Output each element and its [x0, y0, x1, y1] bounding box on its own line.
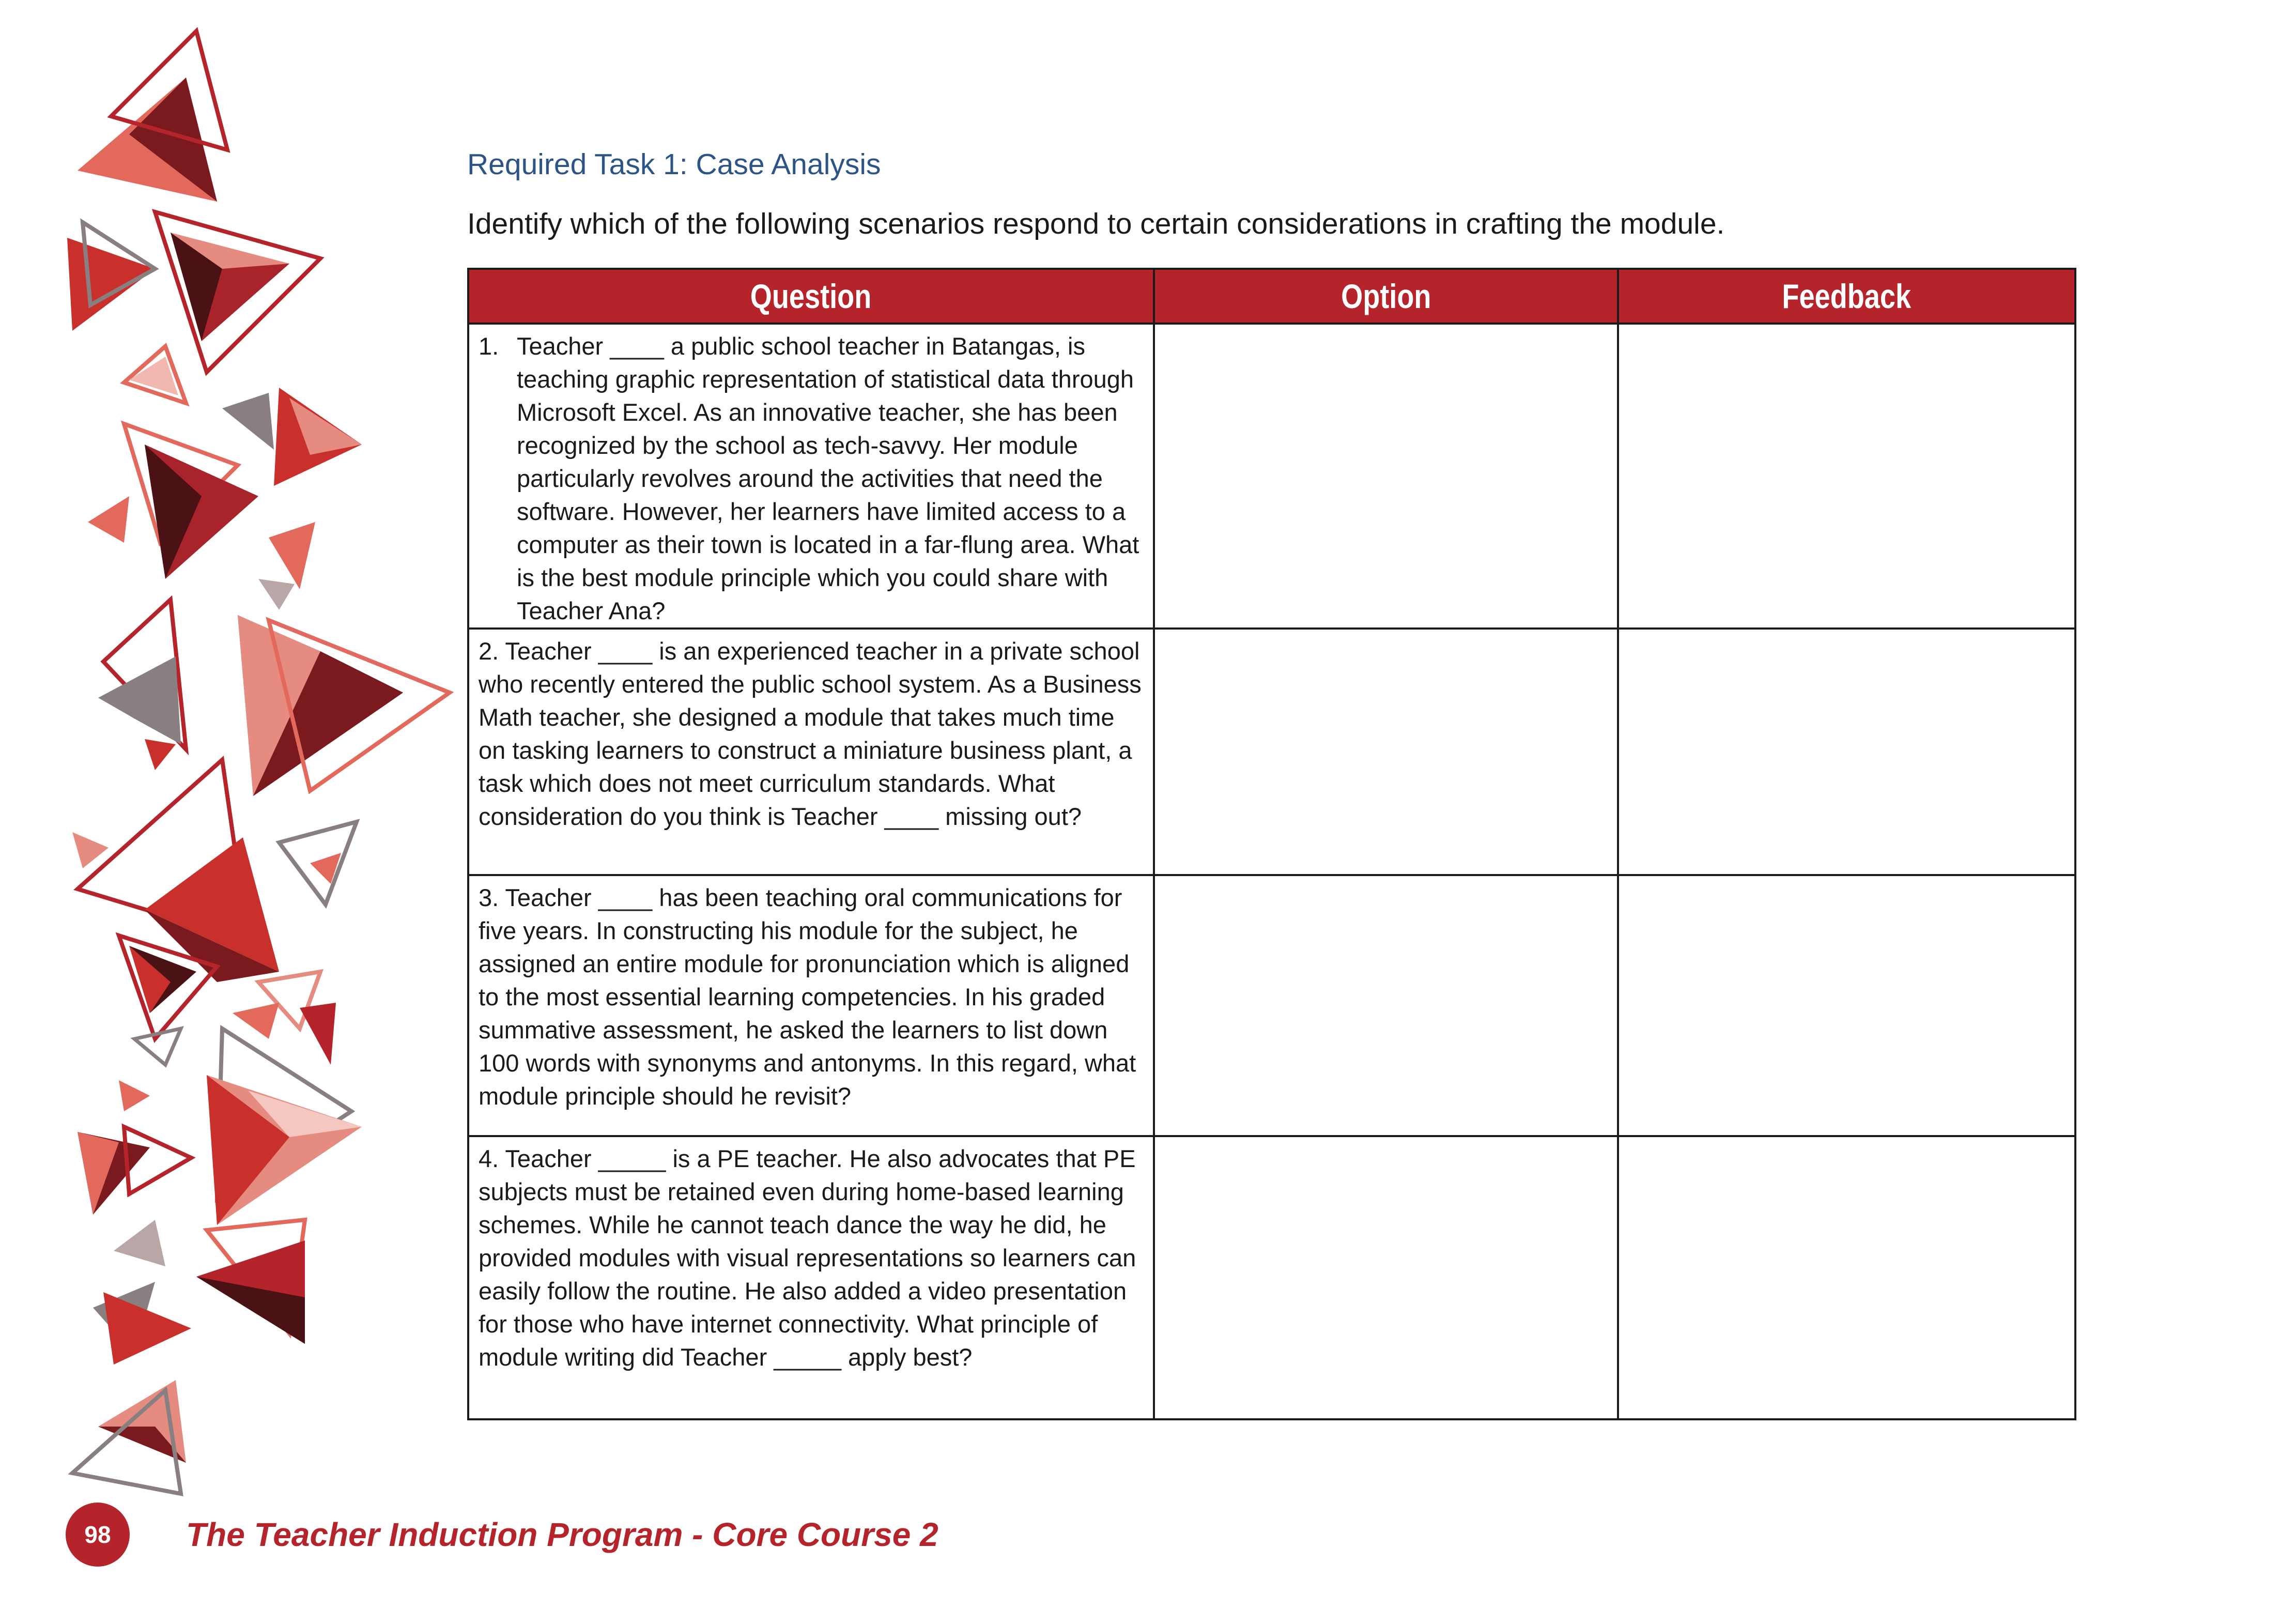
feedback-cell[interactable]	[1618, 1136, 2075, 1419]
question-cell	[468, 629, 1154, 875]
feedback-cell[interactable]	[1618, 629, 2075, 875]
page-number-badge	[66, 1503, 130, 1567]
question-number: 3.	[479, 884, 499, 911]
question-text: 4. Teacher _____ is a PE teacher. He also advocates that PE subjects must be retained even during home-based learning schemes. While he cannot teach dance the way he did, he provided modules with visual representations so learners can easily follow the routine. He also added a video presentation for those who have internet connectivity. What principle of module writing did Teacher _____ apply best?	[479, 1145, 1136, 1371]
option-cell[interactable]	[1154, 629, 1618, 875]
question-cell	[468, 1136, 1154, 1419]
decorative-triangles	[0, 0, 465, 1624]
column-header-question: Question	[468, 269, 1154, 324]
question-cell	[468, 324, 1154, 629]
question-text: 3. Teacher ____ has been teaching oral communications for five years. In constructing his module for the subject, he assigned an entire module for pronunciation which is aligned to the most essential learning competencies. In his graded summative assessment, he asked the learners to list down 100 words with synonyms and antonyms. In this regard, what module principle should he revisit?	[479, 884, 1136, 1110]
option-cell[interactable]	[1154, 875, 1618, 1136]
question-text: 1. Teacher ____ a public school teacher in Batangas, is teaching graphic representation of statistical data through Microsoft Excel. As an innovative teacher, she has been recognized by the school as tech-savvy. Her module particularly revolves around the activities that need the software. However, her learners have limited access to a computer as their town is located in a far-flung area. What is the best module principle which you could share with Teacher Ana?	[479, 330, 1145, 627]
task-instruction: Identify which of the following scenarios respond to certain considerations in crafting the module.	[467, 207, 1725, 240]
question-cell	[468, 875, 1154, 1136]
question-number: 1.	[479, 332, 499, 360]
feedback-cell[interactable]	[1618, 324, 2075, 629]
table-header-row	[468, 269, 2075, 324]
option-cell[interactable]	[1154, 324, 1618, 629]
question-text: 2. Teacher ____ is an experienced teacher in a private school who recently entered the public school system. As a Business Math teacher, she designed a module that takes much time on tasking learners to construct a miniature business plant, a task which does not meet curriculum standards. What consideration do you think is Teacher ____ missing out?	[479, 637, 1142, 830]
task-title: Required Task 1: Case Analysis	[467, 148, 881, 181]
case-analysis-table	[467, 268, 2076, 1420]
page-number: 98	[84, 1521, 111, 1548]
footer-title: The Teacher Induction Program - Core Course 2	[186, 1516, 938, 1553]
feedback-cell[interactable]	[1618, 875, 2075, 1136]
column-header-feedback: Feedback	[1618, 269, 2075, 324]
column-header-option: Option	[1154, 269, 1618, 324]
question-number: 4.	[479, 1145, 499, 1172]
table-row	[468, 1136, 2075, 1419]
table-row	[468, 629, 2075, 875]
question-number: 2.	[479, 637, 499, 665]
table-row	[468, 324, 2075, 629]
table-row	[468, 875, 2075, 1136]
option-cell[interactable]	[1154, 1136, 1618, 1419]
